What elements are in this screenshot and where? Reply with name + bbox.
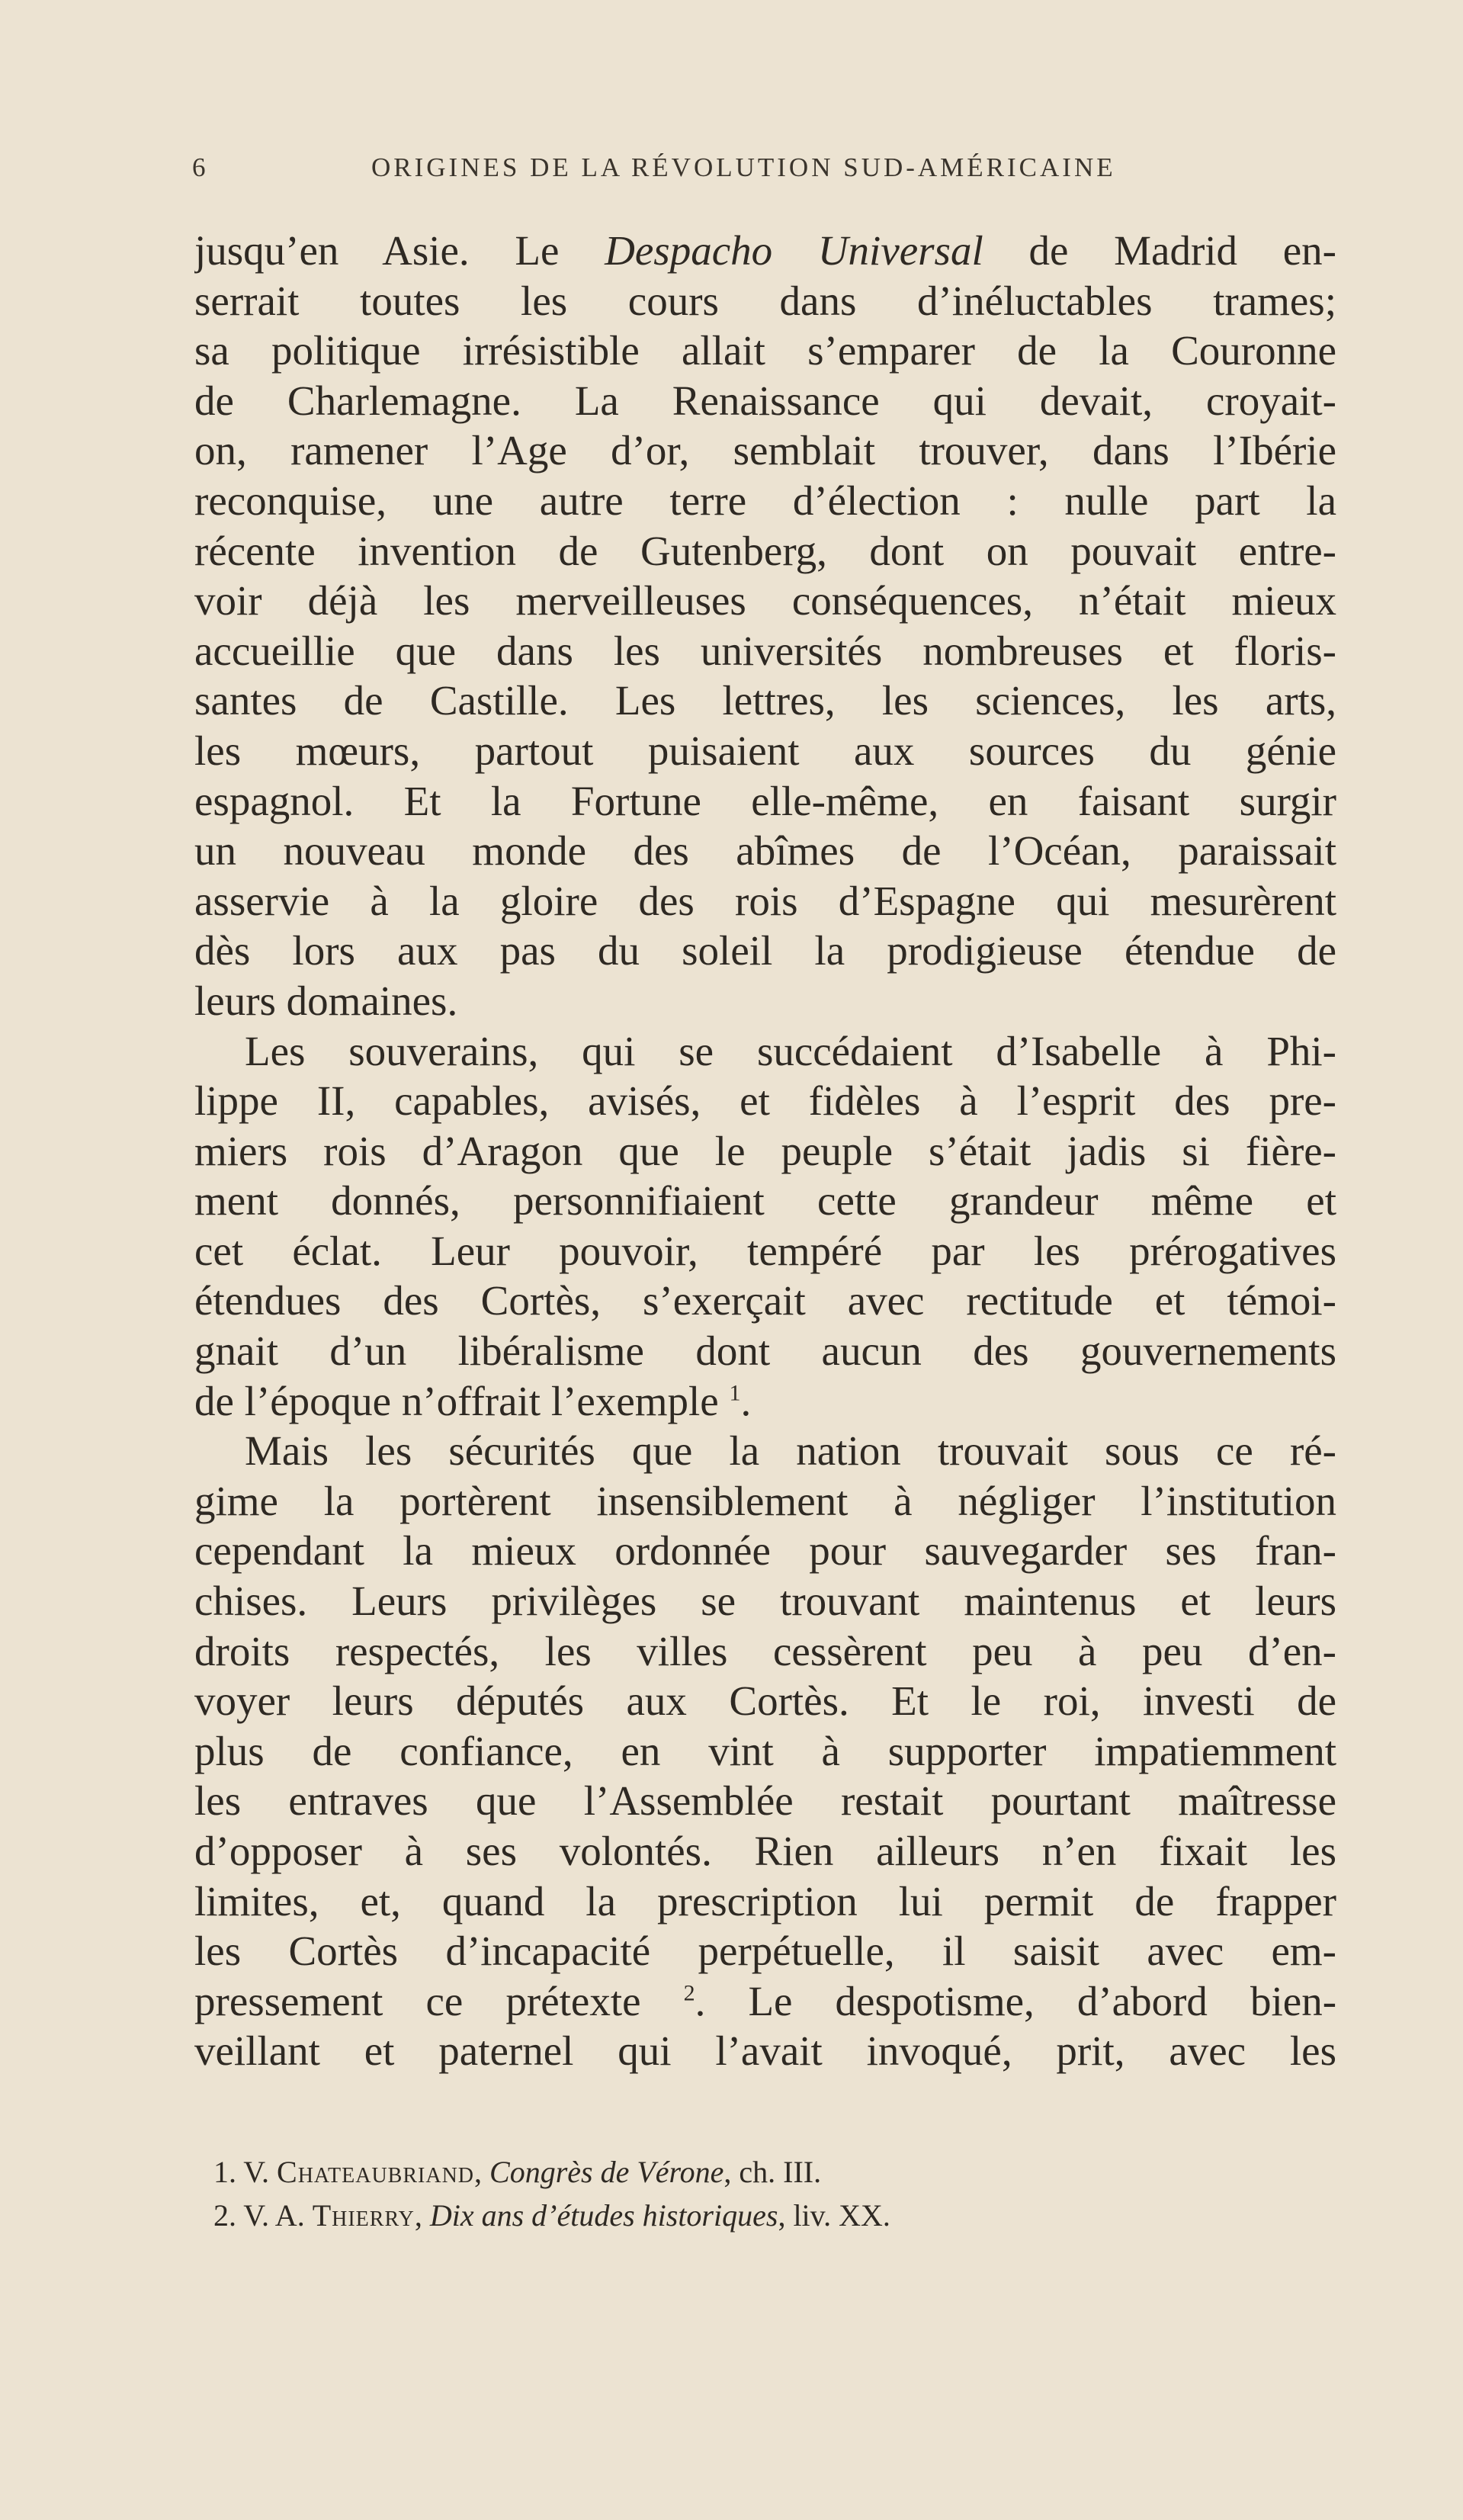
footnote: 1. V. Chateaubriand, Congrès de Vérone, ch. III. <box>213 2155 822 2189</box>
text-line: les mœurs, partout puisaient aux sources du génie <box>194 727 1336 774</box>
text-line: voyer leurs députés aux Cortès. Et le roi, investi de <box>194 1677 1336 1725</box>
text-line: ment donnés, personnifiaient cette grandeur même et <box>194 1177 1336 1225</box>
text-line: récente invention de Gutenberg, dont on pouvait entre- <box>194 527 1336 574</box>
body-text <box>194 226 1336 2076</box>
text-line: leurs domaines. <box>194 977 458 1024</box>
text-line: d’opposer à ses volontés. Rien ailleurs n’en fixait les <box>194 1828 1336 1874</box>
text-line: voir déjà les merveilleuses conséquences, n’était mieux <box>194 577 1336 624</box>
text-line: reconquise, une autre terre d’élection : nulle part la <box>194 477 1336 524</box>
text-line: gnait d’un libéralisme dont aucun des gouvernements <box>194 1327 1336 1375</box>
text-line: de Charlemagne. La Renaissance qui devait, croyait- <box>194 377 1336 424</box>
text-line: jusqu’en Asie. Le Despacho Universal de Madrid en- <box>194 227 1336 274</box>
text-line: accueillie que dans les universités nombreuses et floris- <box>194 627 1336 674</box>
text-line: sa politique irrésistible allait s’emparer de la Couronne <box>194 327 1336 374</box>
text-line: étendues des Cortès, s’exerçait avec rectitude et témoi- <box>194 1277 1336 1324</box>
text-line: miers rois d’Aragon que le peuple s’était jadis si fière- <box>194 1127 1336 1174</box>
text-line: on, ramener l’Age d’or, semblait trouver, dans l’Ibérie <box>194 427 1336 474</box>
text-line: asservie à la gloire des rois d’Espagne qui mesurèrent <box>194 877 1336 924</box>
text-line: cependant la mieux ordonnée pour sauvegarder ses fran- <box>194 1527 1336 1575</box>
text-line: serrait toutes les cours dans d’inéluctables trames; <box>194 277 1336 324</box>
text-line: lippe II, capables, avisés, et fidèles à l’esprit des pre- <box>194 1077 1336 1125</box>
text-line: Mais les sécurités que la nation trouvait sous ce ré- <box>245 1427 1336 1475</box>
running-title: ORIGINES DE LA RÉVOLUTION SUD-AMÉRICAINE <box>371 152 1116 182</box>
text-line: espagnol. Et la Fortune elle-même, en faisant surgir <box>194 777 1336 824</box>
text-line: les entraves que l’Assemblée restait pourtant maîtresse <box>194 1777 1336 1825</box>
text-line: gime la portèrent insensiblement à négliger l’institution <box>194 1477 1336 1524</box>
text-line: pressement ce prétexte $^2$. Le despotisme, d’abord bien- <box>194 1977 1336 2024</box>
footnote: 2. V. A. Thierry, Dix ans d’études historiques, liv. XX. <box>213 2198 890 2233</box>
text-line: dès lors aux pas du soleil la prodigieuse étendue de <box>194 927 1336 974</box>
text-line: de l’époque n’offrait l’exemple $^1$. <box>194 1377 752 1424</box>
text-line: un nouveau monde des abîmes de l’Océan, paraissait <box>194 827 1336 875</box>
text-line: cet éclat. Leur pouvoir, tempéré par les prérogatives <box>194 1227 1336 1274</box>
text-line: droits respectés, les villes cessèrent peu à peu d’en- <box>194 1627 1336 1674</box>
page-number: 6 <box>192 152 209 182</box>
text-line: les Cortès d’incapacité perpétuelle, il saisit avec em- <box>194 1928 1336 1975</box>
text-line: chises. Leurs privilèges se trouvant maintenus et leurs <box>194 1578 1336 1625</box>
text-line: limites, et, quand la prescription lui permit de frapper <box>194 1877 1336 1925</box>
footnotes <box>213 2150 1281 2237</box>
text-line: santes de Castille. Les lettres, les sciences, les arts, <box>194 677 1336 724</box>
text-line: Les souverains, qui se succédaient d’Isabelle à Phi- <box>245 1027 1336 1074</box>
text-line: plus de confiance, en vint à supporter impatiemment <box>194 1727 1336 1774</box>
text-line: veillant et paternel qui l’avait invoqué, prit, avec les <box>194 2027 1336 2075</box>
